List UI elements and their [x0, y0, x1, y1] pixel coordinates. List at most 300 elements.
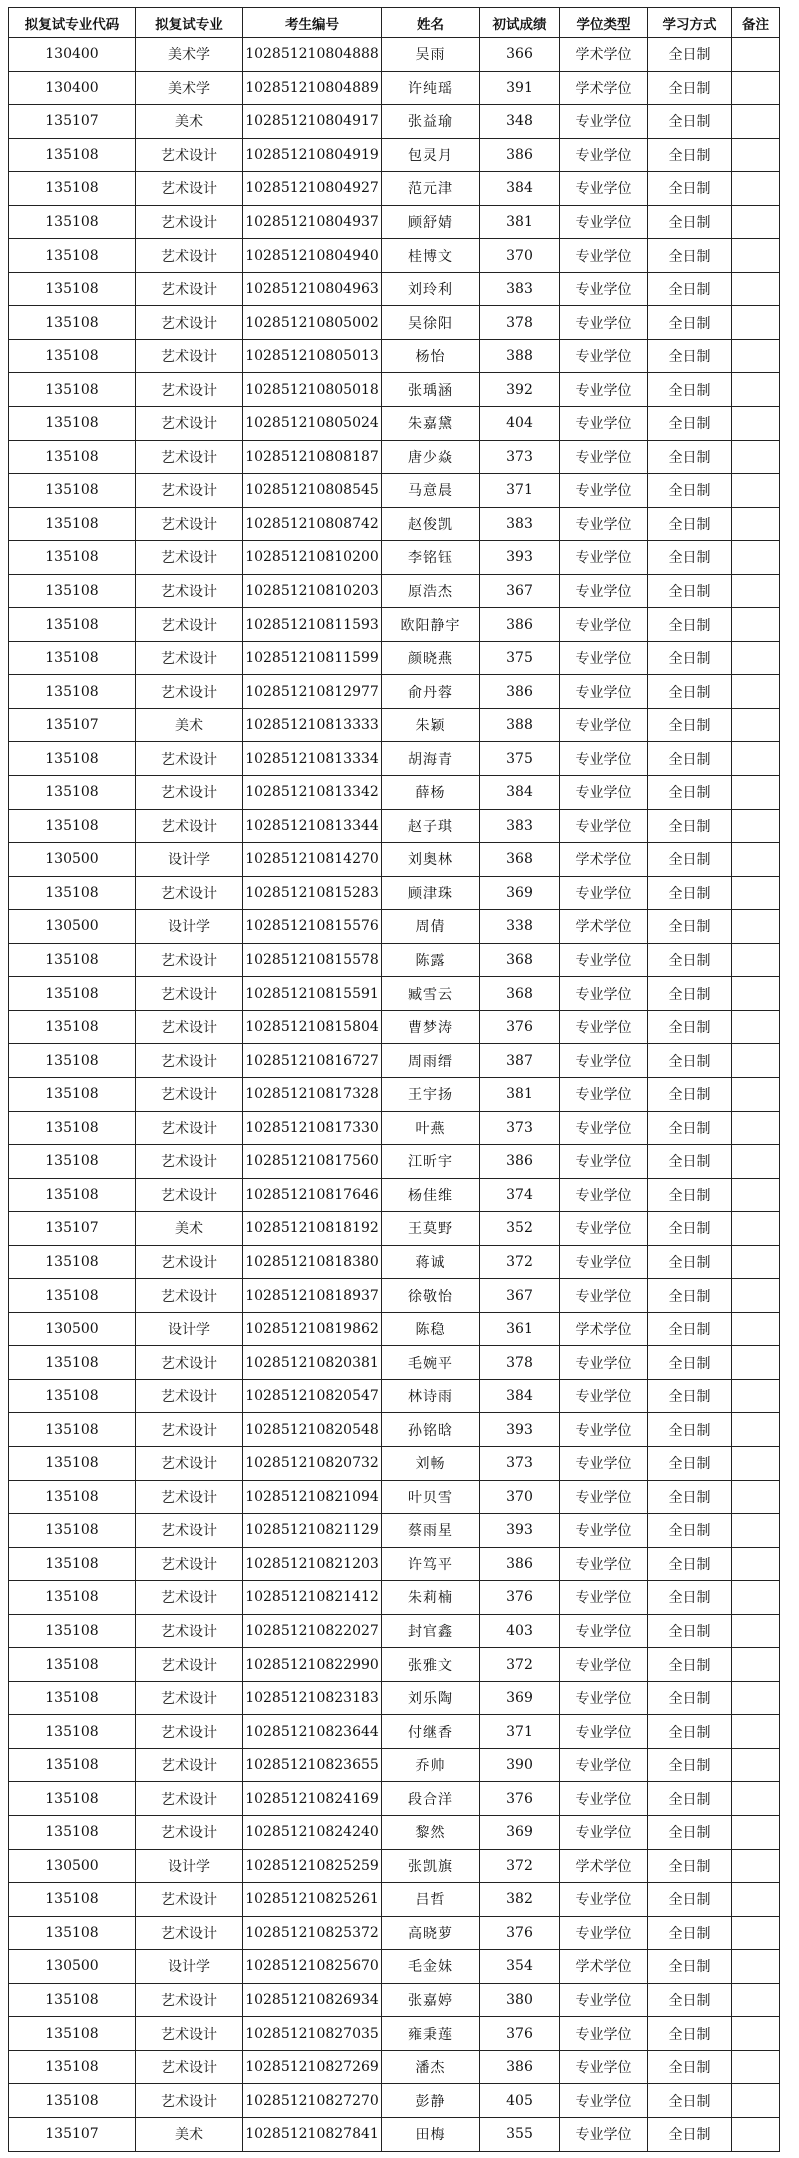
cell-study-mode: 全日制	[648, 373, 732, 407]
cell-major: 艺术设计	[136, 1446, 243, 1480]
cell-degree-type: 学术学位	[560, 1312, 648, 1346]
cell-name: 王莫野	[382, 1212, 480, 1246]
cell-major-code: 135108	[9, 1480, 136, 1514]
cell-degree-type: 专业学位	[560, 407, 648, 441]
cell-major: 艺术设计	[136, 641, 243, 675]
cell-remarks	[732, 1245, 780, 1279]
cell-score: 352	[480, 1212, 560, 1246]
cell-remarks	[732, 910, 780, 944]
cell-major-code: 135108	[9, 1715, 136, 1749]
cell-degree-type: 专业学位	[560, 541, 648, 575]
cell-name: 叶燕	[382, 1111, 480, 1145]
cell-major: 设计学	[136, 1312, 243, 1346]
cell-remarks	[732, 2050, 780, 2084]
cell-score: 381	[480, 205, 560, 239]
cell-exam-id: 102851210817646	[243, 1178, 382, 1212]
cell-degree-type: 学术学位	[560, 910, 648, 944]
cell-score: 376	[480, 1916, 560, 1950]
cell-study-mode: 全日制	[648, 339, 732, 373]
cell-major: 艺术设计	[136, 1614, 243, 1648]
cell-score: 367	[480, 1279, 560, 1313]
cell-degree-type: 专业学位	[560, 1178, 648, 1212]
cell-degree-type: 专业学位	[560, 776, 648, 810]
table-row	[9, 708, 780, 742]
cell-exam-id: 102851210812977	[243, 675, 382, 709]
cell-name: 田梅	[382, 2117, 480, 2151]
cell-score: 375	[480, 742, 560, 776]
cell-study-mode: 全日制	[648, 708, 732, 742]
cell-score: 372	[480, 1245, 560, 1279]
cell-major-code: 135108	[9, 1648, 136, 1682]
cell-score: 368	[480, 843, 560, 877]
cell-major-code: 135108	[9, 608, 136, 642]
cell-major: 美术	[136, 708, 243, 742]
cell-score: 382	[480, 1883, 560, 1917]
cell-score: 393	[480, 541, 560, 575]
cell-degree-type: 专业学位	[560, 306, 648, 340]
cell-name: 付继香	[382, 1715, 480, 1749]
cell-name: 朱嘉黛	[382, 407, 480, 441]
table-row	[9, 71, 780, 105]
cell-major: 艺术设计	[136, 1178, 243, 1212]
cell-study-mode: 全日制	[648, 1983, 732, 2017]
cell-score: 378	[480, 1346, 560, 1380]
cell-remarks	[732, 776, 780, 810]
cell-degree-type: 专业学位	[560, 474, 648, 508]
cell-study-mode: 全日制	[648, 2017, 732, 2051]
cell-study-mode: 全日制	[648, 1346, 732, 1380]
cell-major: 艺术设计	[136, 2017, 243, 2051]
cell-study-mode: 全日制	[648, 1514, 732, 1548]
cell-major: 艺术设计	[136, 776, 243, 810]
table-row	[9, 943, 780, 977]
cell-remarks	[732, 507, 780, 541]
cell-name: 朱颖	[382, 708, 480, 742]
cell-study-mode: 全日制	[648, 1212, 732, 1246]
cell-score: 384	[480, 776, 560, 810]
cell-exam-id: 102851210827269	[243, 2050, 382, 2084]
cell-score: 386	[480, 1547, 560, 1581]
table-row	[9, 1346, 780, 1380]
cell-exam-id: 102851210808187	[243, 440, 382, 474]
cell-degree-type: 专业学位	[560, 138, 648, 172]
cell-exam-id: 102851210825261	[243, 1883, 382, 1917]
cell-score: 373	[480, 1446, 560, 1480]
cell-score: 372	[480, 1648, 560, 1682]
cell-study-mode: 全日制	[648, 407, 732, 441]
cell-remarks	[732, 1983, 780, 2017]
cell-remarks	[732, 1547, 780, 1581]
cell-study-mode: 全日制	[648, 474, 732, 508]
cell-remarks	[732, 843, 780, 877]
cell-remarks	[732, 742, 780, 776]
cell-exam-id: 102851210804919	[243, 138, 382, 172]
cell-major: 艺术设计	[136, 943, 243, 977]
cell-study-mode: 全日制	[648, 440, 732, 474]
cell-study-mode: 全日制	[648, 910, 732, 944]
cell-study-mode: 全日制	[648, 1883, 732, 1917]
cell-exam-id: 102851210815283	[243, 876, 382, 910]
cell-exam-id: 102851210820548	[243, 1413, 382, 1447]
cell-degree-type: 专业学位	[560, 1245, 648, 1279]
cell-study-mode: 全日制	[648, 38, 732, 72]
cell-exam-id: 102851210811599	[243, 641, 382, 675]
cell-exam-id: 102851210804940	[243, 239, 382, 273]
cell-degree-type: 专业学位	[560, 272, 648, 306]
cell-major: 艺术设计	[136, 1883, 243, 1917]
cell-major-code: 135108	[9, 474, 136, 508]
cell-score: 354	[480, 1950, 560, 1984]
cell-remarks	[732, 1111, 780, 1145]
cell-remarks	[732, 1681, 780, 1715]
cell-score: 392	[480, 373, 560, 407]
cell-study-mode: 全日制	[648, 574, 732, 608]
cell-exam-id: 102851210804888	[243, 38, 382, 72]
cell-name: 陈露	[382, 943, 480, 977]
cell-name: 朱莉楠	[382, 1581, 480, 1615]
cell-exam-id: 102851210817330	[243, 1111, 382, 1145]
table-row	[9, 1815, 780, 1849]
cell-exam-id: 102851210818937	[243, 1279, 382, 1313]
cell-remarks	[732, 105, 780, 139]
cell-major-code: 135108	[9, 1279, 136, 1313]
cell-major: 艺术设计	[136, 172, 243, 206]
cell-major: 艺术设计	[136, 239, 243, 273]
cell-major: 美术	[136, 105, 243, 139]
cell-major-code: 135108	[9, 1111, 136, 1145]
cell-remarks	[732, 71, 780, 105]
cell-major-code: 135108	[9, 776, 136, 810]
cell-name: 高晓萝	[382, 1916, 480, 1950]
cell-major-code: 135108	[9, 138, 136, 172]
cell-remarks	[732, 977, 780, 1011]
cell-exam-id: 102851210827270	[243, 2084, 382, 2118]
cell-exam-id: 102851210823655	[243, 1748, 382, 1782]
cell-major: 美术	[136, 1212, 243, 1246]
cell-major-code: 135108	[9, 1782, 136, 1816]
cell-degree-type: 专业学位	[560, 2017, 648, 2051]
cell-exam-id: 102851210820381	[243, 1346, 382, 1380]
cell-remarks	[732, 1279, 780, 1313]
cell-major: 艺术设计	[136, 306, 243, 340]
cell-name: 范元津	[382, 172, 480, 206]
cell-score: 404	[480, 407, 560, 441]
cell-score: 361	[480, 1312, 560, 1346]
cell-major-code: 135108	[9, 574, 136, 608]
cell-name: 叶贝雪	[382, 1480, 480, 1514]
cell-major-code: 135108	[9, 1748, 136, 1782]
cell-major-code: 135108	[9, 1145, 136, 1179]
cell-study-mode: 全日制	[648, 1849, 732, 1883]
cell-degree-type: 专业学位	[560, 2117, 648, 2151]
cell-major: 艺术设计	[136, 1279, 243, 1313]
cell-score: 383	[480, 507, 560, 541]
cell-major-code: 130400	[9, 38, 136, 72]
cell-score: 405	[480, 2084, 560, 2118]
cell-score: 384	[480, 1379, 560, 1413]
cell-major-code: 135108	[9, 2050, 136, 2084]
cell-exam-id: 102851210810203	[243, 574, 382, 608]
table-row	[9, 1916, 780, 1950]
cell-remarks	[732, 1480, 780, 1514]
cell-major-code: 135108	[9, 943, 136, 977]
cell-major-code: 135108	[9, 876, 136, 910]
cell-major: 艺术设计	[136, 1514, 243, 1548]
table-row	[9, 641, 780, 675]
cell-name: 胡海青	[382, 742, 480, 776]
cell-name: 彭静	[382, 2084, 480, 2118]
cell-remarks	[732, 306, 780, 340]
cell-degree-type: 学术学位	[560, 1950, 648, 1984]
table-row	[9, 2084, 780, 2118]
cell-name: 蔡雨星	[382, 1514, 480, 1548]
cell-major: 艺术设计	[136, 1648, 243, 1682]
cell-name: 张益瑜	[382, 105, 480, 139]
cell-major: 艺术设计	[136, 1145, 243, 1179]
cell-exam-id: 102851210804937	[243, 205, 382, 239]
cell-name: 段合洋	[382, 1782, 480, 1816]
cell-name: 刘玲利	[382, 272, 480, 306]
cell-remarks	[732, 1849, 780, 1883]
cell-major-code: 135108	[9, 205, 136, 239]
cell-remarks	[732, 339, 780, 373]
cell-study-mode: 全日制	[648, 1010, 732, 1044]
cell-degree-type: 专业学位	[560, 1681, 648, 1715]
cell-exam-id: 102851210817560	[243, 1145, 382, 1179]
cell-degree-type: 专业学位	[560, 608, 648, 642]
cell-degree-type: 专业学位	[560, 1413, 648, 1447]
cell-study-mode: 全日制	[648, 1145, 732, 1179]
cell-name: 江昕宇	[382, 1145, 480, 1179]
cell-exam-id: 102851210813344	[243, 809, 382, 843]
cell-major: 艺术设计	[136, 1413, 243, 1447]
table-row	[9, 172, 780, 206]
table-row	[9, 1782, 780, 1816]
cell-name: 张凯旗	[382, 1849, 480, 1883]
cell-score: 373	[480, 440, 560, 474]
cell-study-mode: 全日制	[648, 71, 732, 105]
cell-remarks	[732, 574, 780, 608]
cell-score: 369	[480, 1815, 560, 1849]
cell-name: 赵子琪	[382, 809, 480, 843]
cell-remarks	[732, 1044, 780, 1078]
cell-major-code: 135108	[9, 1446, 136, 1480]
cell-degree-type: 专业学位	[560, 1480, 648, 1514]
cell-remarks	[732, 1883, 780, 1917]
cell-degree-type: 专业学位	[560, 2050, 648, 2084]
cell-name: 曹梦涛	[382, 1010, 480, 1044]
cell-name: 刘畅	[382, 1446, 480, 1480]
cell-major-code: 135108	[9, 977, 136, 1011]
table-row	[9, 306, 780, 340]
cell-name: 张瑀涵	[382, 373, 480, 407]
cell-score: 370	[480, 1480, 560, 1514]
cell-score: 381	[480, 1077, 560, 1111]
cell-degree-type: 专业学位	[560, 1010, 648, 1044]
cell-major: 艺术设计	[136, 1983, 243, 2017]
cell-name: 唐少焱	[382, 440, 480, 474]
cell-remarks	[732, 641, 780, 675]
cell-score: 386	[480, 675, 560, 709]
cell-remarks	[732, 1815, 780, 1849]
cell-study-mode: 全日制	[648, 1815, 732, 1849]
cell-study-mode: 全日制	[648, 138, 732, 172]
cell-study-mode: 全日制	[648, 876, 732, 910]
cell-major: 艺术设计	[136, 1715, 243, 1749]
cell-name: 吴徐阳	[382, 306, 480, 340]
cell-name: 蒋诚	[382, 1245, 480, 1279]
cell-degree-type: 专业学位	[560, 172, 648, 206]
cell-score: 371	[480, 474, 560, 508]
cell-degree-type: 专业学位	[560, 1044, 648, 1078]
cell-major: 艺术设计	[136, 507, 243, 541]
cell-name: 封官鑫	[382, 1614, 480, 1648]
cell-name: 王宇扬	[382, 1077, 480, 1111]
cell-major: 艺术设计	[136, 541, 243, 575]
cell-major: 艺术设计	[136, 373, 243, 407]
cell-major-code: 135108	[9, 239, 136, 273]
cell-major-code: 135108	[9, 407, 136, 441]
cell-study-mode: 全日制	[648, 306, 732, 340]
cell-score: 355	[480, 2117, 560, 2151]
cell-exam-id: 102851210826934	[243, 1983, 382, 2017]
cell-degree-type: 专业学位	[560, 440, 648, 474]
cell-exam-id: 102851210804963	[243, 272, 382, 306]
table-row	[9, 910, 780, 944]
cell-score: 369	[480, 1681, 560, 1715]
cell-score: 376	[480, 1581, 560, 1615]
header-study-mode: 学习方式	[648, 8, 732, 38]
cell-exam-id: 102851210815578	[243, 943, 382, 977]
table-row	[9, 1581, 780, 1615]
cell-major-code: 135108	[9, 2084, 136, 2118]
cell-remarks	[732, 1379, 780, 1413]
cell-name: 杨佳维	[382, 1178, 480, 1212]
cell-major: 艺术设计	[136, 138, 243, 172]
cell-exam-id: 102851210810200	[243, 541, 382, 575]
cell-exam-id: 102851210805018	[243, 373, 382, 407]
cell-remarks	[732, 272, 780, 306]
table-row	[9, 1077, 780, 1111]
cell-name: 陈稳	[382, 1312, 480, 1346]
cell-study-mode: 全日制	[648, 843, 732, 877]
cell-name: 乔帅	[382, 1748, 480, 1782]
cell-name: 张嘉婷	[382, 1983, 480, 2017]
cell-exam-id: 102851210825372	[243, 1916, 382, 1950]
cell-major: 艺术设计	[136, 1379, 243, 1413]
cell-major: 艺术设计	[136, 1111, 243, 1145]
cell-study-mode: 全日制	[648, 1614, 732, 1648]
cell-exam-id: 102851210813342	[243, 776, 382, 810]
table-row	[9, 1849, 780, 1883]
cell-degree-type: 专业学位	[560, 1547, 648, 1581]
cell-exam-id: 102851210804917	[243, 105, 382, 139]
cell-score: 388	[480, 339, 560, 373]
table-row	[9, 1010, 780, 1044]
table-row	[9, 1648, 780, 1682]
cell-score: 369	[480, 876, 560, 910]
cell-degree-type: 专业学位	[560, 742, 648, 776]
cell-score: 376	[480, 2017, 560, 2051]
cell-remarks	[732, 239, 780, 273]
cell-major-code: 135108	[9, 1681, 136, 1715]
cell-study-mode: 全日制	[648, 1748, 732, 1782]
cell-exam-id: 102851210821129	[243, 1514, 382, 1548]
cell-major-code: 135108	[9, 742, 136, 776]
header-major: 拟复试专业	[136, 8, 243, 38]
cell-degree-type: 专业学位	[560, 1111, 648, 1145]
cell-score: 391	[480, 71, 560, 105]
table-row	[9, 541, 780, 575]
cell-remarks	[732, 608, 780, 642]
cell-major: 艺术设计	[136, 675, 243, 709]
cell-remarks	[732, 1748, 780, 1782]
header-remarks: 备注	[732, 8, 780, 38]
cell-degree-type: 学术学位	[560, 843, 648, 877]
cell-degree-type: 专业学位	[560, 977, 648, 1011]
cell-major-code: 135108	[9, 172, 136, 206]
cell-degree-type: 专业学位	[560, 1446, 648, 1480]
cell-major-code: 135108	[9, 1547, 136, 1581]
cell-major: 艺术设计	[136, 1815, 243, 1849]
table-row	[9, 742, 780, 776]
table-row	[9, 876, 780, 910]
table-row	[9, 843, 780, 877]
cell-score: 370	[480, 239, 560, 273]
cell-remarks	[732, 1077, 780, 1111]
table-body	[9, 38, 780, 2152]
table-row	[9, 1245, 780, 1279]
cell-study-mode: 全日制	[648, 1178, 732, 1212]
cell-score: 368	[480, 977, 560, 1011]
cell-remarks	[732, 675, 780, 709]
cell-remarks	[732, 38, 780, 72]
table-row	[9, 1413, 780, 1447]
cell-name: 吴雨	[382, 38, 480, 72]
cell-major: 艺术设计	[136, 809, 243, 843]
cell-study-mode: 全日制	[648, 1379, 732, 1413]
cell-study-mode: 全日制	[648, 507, 732, 541]
cell-degree-type: 专业学位	[560, 2084, 648, 2118]
cell-remarks	[732, 1514, 780, 1548]
cell-remarks	[732, 541, 780, 575]
cell-study-mode: 全日制	[648, 2117, 732, 2151]
cell-exam-id: 102851210813334	[243, 742, 382, 776]
table-row	[9, 1178, 780, 1212]
cell-score: 376	[480, 1782, 560, 1816]
table-row	[9, 1111, 780, 1145]
cell-exam-id: 102851210818380	[243, 1245, 382, 1279]
cell-major-code: 135107	[9, 105, 136, 139]
cell-study-mode: 全日制	[648, 943, 732, 977]
cell-major-code: 135108	[9, 1815, 136, 1849]
cell-remarks	[732, 1715, 780, 1749]
cell-exam-id: 102851210825259	[243, 1849, 382, 1883]
cell-name: 赵俊凯	[382, 507, 480, 541]
cell-degree-type: 专业学位	[560, 1514, 648, 1548]
cell-name: 顾津珠	[382, 876, 480, 910]
cell-remarks	[732, 1648, 780, 1682]
cell-study-mode: 全日制	[648, 172, 732, 206]
cell-major-code: 135108	[9, 809, 136, 843]
cell-degree-type: 专业学位	[560, 105, 648, 139]
cell-major: 艺术设计	[136, 1245, 243, 1279]
cell-major-code: 135108	[9, 1413, 136, 1447]
cell-score: 373	[480, 1111, 560, 1145]
cell-major: 艺术设计	[136, 407, 243, 441]
table-row	[9, 1312, 780, 1346]
cell-study-mode: 全日制	[648, 1782, 732, 1816]
